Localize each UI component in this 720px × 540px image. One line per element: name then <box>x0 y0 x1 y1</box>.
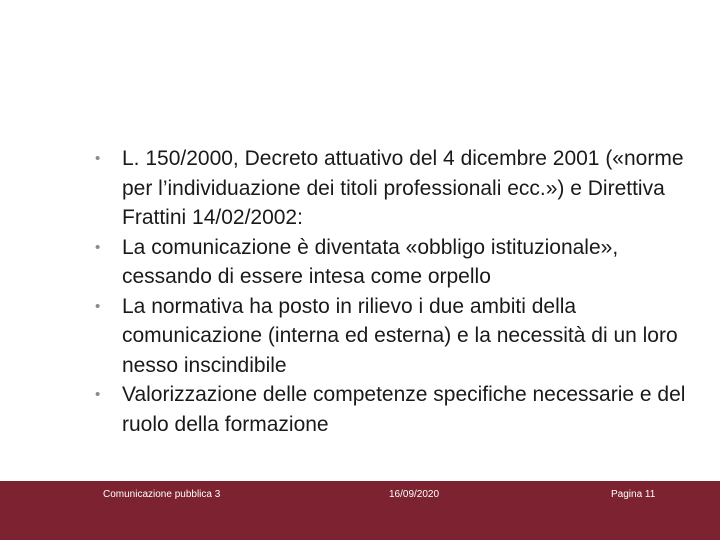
footer-date: 16/09/2020 <box>389 489 440 500</box>
bullet-marker-icon: • <box>95 238 101 256</box>
bullet-item <box>95 144 695 233</box>
bullet-text: Valorizzazione delle competenze specifiche necessarie e del ruolo della formazione <box>122 383 686 436</box>
bullet-text: L. 150/2000, Decreto attuativo del 4 dicembre 2001 («norme per l’individuazione dei titoli professionali ecc.») e Direttiva Frattini 14/02/2002: <box>122 147 684 229</box>
footer-accent-strip <box>0 497 10 540</box>
bullet-item <box>95 292 695 381</box>
bullet-item <box>95 380 695 439</box>
bullet-text: La normativa ha posto in rilievo i due ambiti della comunicazione (interna ed esterna) e la necessità di un loro nesso inscindibile <box>122 294 678 377</box>
bullet-item <box>95 233 695 292</box>
bullet-marker-icon: • <box>95 150 101 167</box>
bullet-list <box>95 144 695 439</box>
footer-title: Comunicazione pubblica 3 <box>103 489 221 500</box>
bullet-marker-icon: • <box>95 297 101 315</box>
bullet-text: La comunicazione è diventata «obbligo istituzionale», cessando di essere intesa come orpello <box>122 235 619 288</box>
bullet-marker-icon: • <box>95 386 101 403</box>
footer-page-number: Pagina 11 <box>611 489 656 500</box>
